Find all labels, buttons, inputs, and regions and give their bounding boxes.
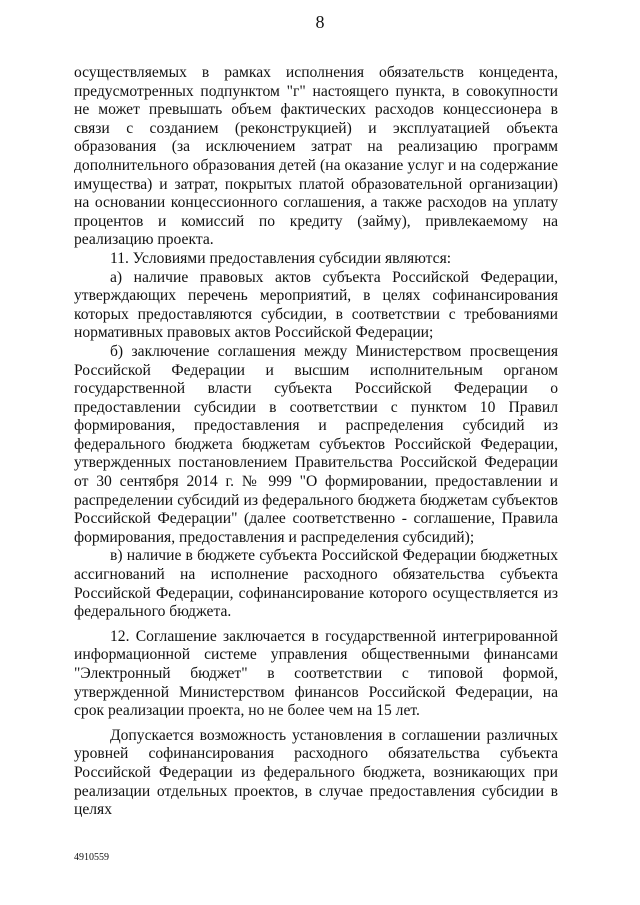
paragraph-cofinancing: Допускается возможность установления в соглашении различных уровней софинансирования расходного обязательства субъекта Российской Федерации из федерального бюджета, возникающих при реализации отдельных проектов, в случае предоставления субсидии в целях <box>74 726 558 819</box>
paragraph-subitem-b: б) заключение соглашения между Министерством просвещения Российской Федерации и высшим исполнительным органом государственной власти субъекта Российской Федерации о предоставлении субсидии в соответствии с пунктом 10 Правил формирования, предоставления и распределения субсидий из федерального бюджета бюджетам субъектов Российской Федерации, утвержденных постановлением Правительства Российской Федерации от 30 сентября 2014 г. № 999 "О формировании, предоставлении и распределении субсидий из федерального бюджета бюджетам субъектов Российской Федерации" (далее соответственно - соглашение, Правила формирования, предоставления и распределения субсидий); <box>74 342 558 546</box>
paragraph-item-11: 11. Условиями предоставления субсидии являются: <box>110 249 452 267</box>
paragraph-continuation: осуществляемых в рамках исполнения обязательств концедента, предусмотренных подпунктом "г" настоящего пункта, в совокупности не может превышать объем фактических расходов концессионера в связи с созданием (реконструкцией) и эксплуатацией объекта образования (за исключением затрат на реализацию программ дополнительного образования детей (на оказание услуг и на содержание имущества) и затрат, покрытых платой образовательной организации) на основании концессионного соглашения, а также расходов на уплату процентов и комиссий по кредиту (займу), привлекаемому на реализацию проекта. <box>74 64 558 249</box>
paragraph-subitem-v: в) наличие в бюджете субъекта Российской Федерации бюджетных ассигнований на исполнение расходного обязательства субъекта Российской Федерации, софинансирование которого осуществляется из федерального бюджета. <box>74 547 558 621</box>
paragraph-item-12: 12. Соглашение заключается в государственной интегрированной информационной системе управления общественными финансами "Электронный бюджет" в соответствии с типовой формой, утвержденной Министерством финансов Российской Федерации, на срок реализации проекта, но не более чем на 15 лет. <box>74 627 558 720</box>
paragraph-subitem-a: а) наличие правовых актов субъекта Российской Федерации, утверждающих перечень мероприятий, в целях софинансирования которых предоставляются субсидии, в соответствии с требованиями нормативных правовых актов Российской Федерации; <box>74 268 558 342</box>
page-number: 8 <box>315 12 325 32</box>
document-body <box>74 64 558 820</box>
document-code: 4910559 <box>74 852 109 863</box>
